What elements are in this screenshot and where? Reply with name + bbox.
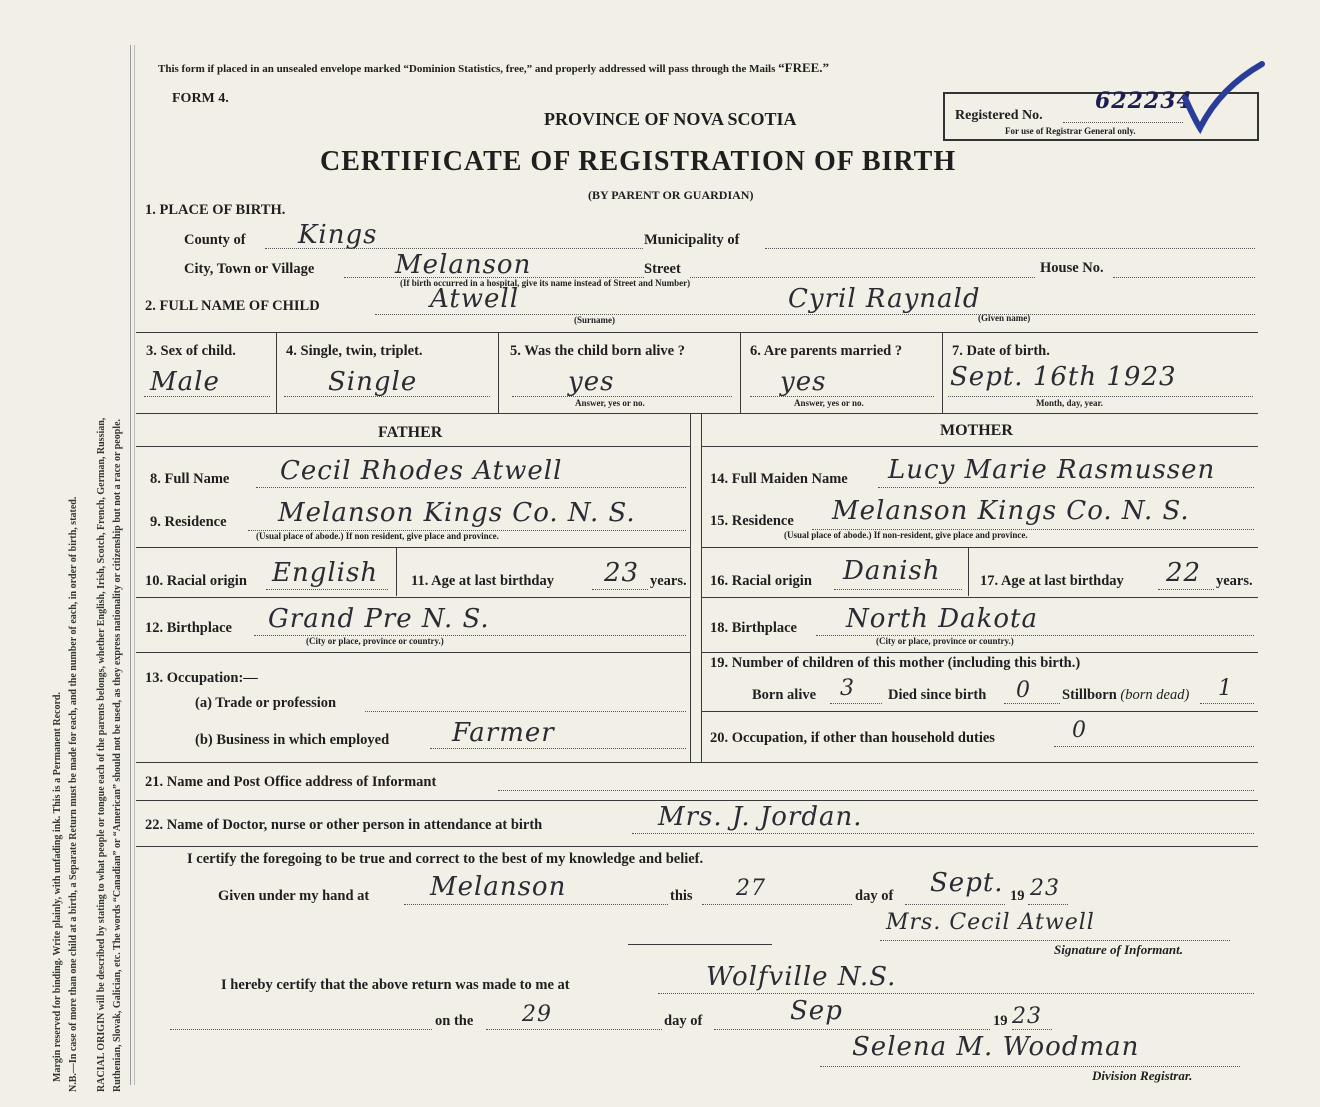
certify-statement: I certify the foregoing to be true and correct to the best of my knowledge and belief. bbox=[187, 851, 704, 867]
city-label: City, Town or Village bbox=[184, 261, 315, 277]
child-name-line bbox=[375, 314, 1255, 315]
mother-racial-divider bbox=[968, 548, 969, 596]
registrar-month-line bbox=[714, 1029, 990, 1030]
father-rule-1 bbox=[136, 547, 690, 548]
father-racial-divider bbox=[396, 548, 397, 596]
born-alive-label: Born alive bbox=[752, 687, 817, 703]
mother-racial-label: 16. Racial origin bbox=[710, 573, 812, 589]
divider-stub bbox=[628, 944, 772, 945]
dob-value: Sept. 16th 1923 bbox=[950, 362, 1177, 392]
registrar-place-line bbox=[658, 993, 1254, 994]
father-birthplace-label: 12. Birthplace bbox=[145, 620, 232, 636]
father-rule-3 bbox=[136, 652, 690, 653]
registered-label: Registered No. bbox=[955, 108, 1043, 123]
father-business-value: Farmer bbox=[452, 718, 555, 748]
mail-note-text: This form if placed in an unsealed envelope marked “Dominion Statistics, free,” and properly addressed will pass through the Mails bbox=[158, 63, 776, 75]
born-alive-value: 3 bbox=[840, 676, 855, 701]
city-value: Melanson bbox=[395, 250, 532, 280]
mother-racial-line bbox=[834, 589, 962, 590]
father-age-label: 11. Age at last birthday bbox=[411, 573, 554, 589]
parent-divider-right bbox=[701, 414, 702, 762]
father-trade-label: (a) Trade or profession bbox=[195, 695, 337, 711]
col-divider-2 bbox=[498, 333, 499, 413]
dob-caption: Month, day, year. bbox=[1036, 398, 1103, 408]
registrar-use-note: For use of Registrar General only. bbox=[1005, 126, 1136, 136]
rule-2 bbox=[136, 413, 1258, 414]
registrar-year-line bbox=[1012, 1029, 1052, 1030]
col-divider-3 bbox=[740, 333, 741, 413]
given-year-prefix: 19 bbox=[1010, 888, 1025, 904]
doctor-line bbox=[632, 833, 1254, 834]
given-caption: (Given name) bbox=[978, 313, 1031, 323]
father-business-line bbox=[430, 748, 686, 749]
mother-rule-2 bbox=[702, 597, 1258, 598]
plurality-line bbox=[284, 396, 490, 397]
given-day-of: day of bbox=[855, 888, 894, 904]
mother-birthplace-label: 18. Birthplace bbox=[710, 620, 797, 636]
alive-value: yes bbox=[568, 367, 615, 397]
stillborn-text: Stillborn bbox=[1062, 687, 1117, 703]
mother-name-value: Lucy Marie Rasmussen bbox=[888, 455, 1216, 485]
father-rule-2 bbox=[136, 597, 690, 598]
father-age-value: 23 bbox=[604, 558, 640, 588]
registrar-signature: Selena M. Woodman bbox=[852, 1032, 1140, 1062]
registrar-date-lead bbox=[170, 1029, 432, 1030]
province-heading: PROVINCE OF NOVA SCOTIA bbox=[544, 109, 797, 129]
plurality-label: 4. Single, twin, triplet. bbox=[286, 343, 423, 359]
father-heading: FATHER bbox=[378, 424, 443, 441]
mother-children-label: 19. Number of children of this mother (including this birth.) bbox=[710, 655, 1081, 671]
informant-signature-line bbox=[880, 940, 1230, 941]
given-year-value: 23 bbox=[1030, 876, 1060, 901]
mail-free: “FREE.” bbox=[778, 60, 830, 75]
margin-note-4: Ruthenian, Slovak, Galician, etc. The words “Canadian” or “American” should not be used, as they express nationality or citizenship but not a race or people. bbox=[112, 418, 123, 1092]
father-residence-caption: (Usual place of abode.) If non resident, give place and province. bbox=[256, 531, 499, 541]
mother-residence-value: Melanson Kings Co. N. S. bbox=[832, 496, 1190, 526]
died-line bbox=[1004, 703, 1060, 704]
died-label: Died since birth bbox=[888, 687, 987, 703]
col-divider-1 bbox=[276, 333, 277, 413]
father-residence-label: 9. Residence bbox=[150, 514, 227, 530]
alive-line bbox=[512, 396, 732, 397]
county-line bbox=[265, 248, 643, 249]
father-birthplace-caption: (City or place, province or country.) bbox=[306, 636, 444, 646]
stillborn-label bbox=[1062, 687, 1189, 704]
mother-years: years. bbox=[1216, 573, 1253, 589]
father-racial-value: English bbox=[272, 558, 379, 588]
father-occupation-label: 13. Occupation:— bbox=[145, 670, 258, 686]
certificate-subtitle: (BY PARENT OR GUARDIAN) bbox=[588, 188, 754, 202]
given-month-line bbox=[905, 904, 1005, 905]
father-residence-value: Melanson Kings Co. N. S. bbox=[278, 498, 636, 528]
informant-signature: Mrs. Cecil Atwell bbox=[886, 910, 1095, 935]
mother-name-line bbox=[878, 487, 1254, 488]
house-line bbox=[1113, 277, 1255, 278]
registrar-signature-line bbox=[820, 1066, 1240, 1067]
registrar-day-value: 29 bbox=[522, 1002, 552, 1027]
registrar-year-prefix: 19 bbox=[993, 1013, 1008, 1029]
mother-age-value: 22 bbox=[1166, 558, 1202, 588]
parent-divider-left bbox=[690, 414, 691, 762]
informant-label: 21. Name and Post Office address of Informant bbox=[145, 774, 437, 790]
binding-margin-line bbox=[130, 45, 131, 1085]
mail-note bbox=[158, 60, 829, 76]
married-line bbox=[750, 396, 934, 397]
father-name-label: 8. Full Name bbox=[150, 471, 230, 487]
given-place-value: Melanson bbox=[430, 872, 567, 902]
stillborn-note: (born dead) bbox=[1120, 687, 1190, 703]
father-name-value: Cecil Rhodes Atwell bbox=[280, 456, 563, 486]
mother-rule-1 bbox=[702, 547, 1258, 548]
certificate-title: CERTIFICATE OF REGISTRATION OF BIRTH bbox=[320, 146, 957, 177]
hospital-note: (If birth occurred in a hospital, give its name instead of Street and Number) bbox=[400, 278, 691, 288]
doctor-label: 22. Name of Doctor, nurse or other person in attendance at birth bbox=[145, 817, 543, 833]
father-age-line bbox=[592, 589, 648, 590]
given-month-value: Sept. bbox=[930, 868, 1004, 898]
rule-3 bbox=[136, 762, 1258, 763]
place-of-birth-label: 1. PLACE OF BIRTH. bbox=[145, 202, 286, 218]
father-heading-rule bbox=[136, 446, 690, 447]
child-name-label: 2. FULL NAME OF CHILD bbox=[145, 298, 320, 314]
sex-line bbox=[144, 396, 270, 397]
registrar-on-the: on the bbox=[435, 1013, 474, 1029]
mother-rule-4 bbox=[702, 711, 1258, 712]
registrar-day-line bbox=[486, 1029, 662, 1030]
informant-line bbox=[498, 790, 1254, 791]
county-label: County of bbox=[184, 232, 246, 248]
registered-number: 622234 bbox=[1095, 88, 1193, 114]
margin-note-3: RACIAL ORIGIN will be described by stating to what people or tongue each of the parents belongs, whether English, Irish, Scotch, French, German, Russian, bbox=[96, 417, 107, 1092]
sex-value: Male bbox=[150, 367, 220, 397]
registrar-day-of: day of bbox=[664, 1013, 703, 1029]
mother-heading: MOTHER bbox=[940, 422, 1013, 439]
mother-occupation-label: 20. Occupation, if other than household duties bbox=[710, 730, 995, 746]
father-racial-line bbox=[266, 589, 388, 590]
father-trade-line bbox=[365, 711, 686, 712]
father-racial-label: 10. Racial origin bbox=[145, 573, 247, 589]
registered-line bbox=[1063, 122, 1183, 123]
mother-name-label: 14. Full Maiden Name bbox=[710, 471, 848, 487]
street-line bbox=[690, 277, 1035, 278]
margin-note-1: Margin reserved for binding. Write plainly, with unfading ink. This is a Permanent Record. bbox=[52, 692, 63, 1082]
mother-age-line bbox=[1158, 589, 1214, 590]
registrar-statement: I hereby certify that the above return was made to me at bbox=[221, 977, 570, 993]
mother-rule-3 bbox=[702, 652, 1258, 653]
married-caption: Answer, yes or no. bbox=[794, 398, 864, 408]
mother-residence-label: 15. Residence bbox=[710, 513, 794, 529]
alive-label: 5. Was the child born alive ? bbox=[510, 343, 685, 359]
father-years: years. bbox=[650, 573, 687, 589]
given-day-line bbox=[702, 904, 852, 905]
dob-line bbox=[948, 396, 1253, 397]
doctor-value: Mrs. J. Jordan. bbox=[658, 802, 863, 832]
mother-birthplace-value: North Dakota bbox=[846, 604, 1038, 634]
municipality-line bbox=[765, 248, 1255, 249]
father-name-line bbox=[256, 487, 686, 488]
form-number: FORM 4. bbox=[172, 91, 229, 106]
mother-age-label: 17. Age at last birthday bbox=[980, 573, 1124, 589]
surname-caption: (Surname) bbox=[574, 315, 615, 325]
plurality-value: Single bbox=[328, 367, 418, 397]
mother-heading-rule bbox=[702, 446, 1258, 447]
given-year-line bbox=[1028, 904, 1068, 905]
married-value: yes bbox=[780, 367, 827, 397]
given-under-label: Given under my hand at bbox=[218, 888, 370, 904]
registrar-month-value: Sep bbox=[790, 996, 843, 1026]
dob-label: 7. Date of birth. bbox=[952, 343, 1050, 359]
born-alive-line bbox=[830, 703, 882, 704]
given-place-line bbox=[404, 904, 668, 905]
informant-signature-caption: Signature of Informant. bbox=[1054, 942, 1183, 957]
check-mark bbox=[1180, 58, 1270, 138]
mother-birthplace-caption: (City or place, province or country.) bbox=[876, 636, 1014, 646]
rule-5 bbox=[136, 846, 1258, 847]
mother-racial-value: Danish bbox=[843, 556, 941, 586]
given-this: this bbox=[670, 888, 693, 904]
registrar-year-value: 23 bbox=[1012, 1004, 1042, 1029]
margin-note-2: N.B.—In case of more than one child at a birth, a Separate Return must be made for each, and the number of each, in order of birth, stated. bbox=[68, 496, 79, 1092]
registrar-place-value: Wolfville N.S. bbox=[706, 962, 897, 992]
col-divider-4 bbox=[942, 333, 943, 413]
county-value: Kings bbox=[298, 220, 378, 250]
municipality-label: Municipality of bbox=[644, 232, 740, 248]
house-label: House No. bbox=[1040, 260, 1104, 276]
stillborn-line bbox=[1200, 703, 1254, 704]
stillborn-value: 1 bbox=[1218, 676, 1233, 701]
father-birthplace-value: Grand Pre N. S. bbox=[268, 604, 490, 634]
child-surname-value: Atwell bbox=[430, 284, 520, 314]
mother-occupation-value: 0 bbox=[1072, 718, 1087, 743]
sex-label: 3. Sex of child. bbox=[146, 343, 236, 359]
married-label: 6. Are parents married ? bbox=[750, 343, 903, 359]
child-given-value: Cyril Raynald bbox=[788, 284, 981, 314]
alive-caption: Answer, yes or no. bbox=[575, 398, 645, 408]
given-day-value: 27 bbox=[736, 876, 766, 901]
rule-4 bbox=[136, 800, 1258, 801]
rule-1 bbox=[136, 332, 1258, 333]
mother-occupation-line bbox=[1054, 746, 1254, 747]
street-label: Street bbox=[644, 261, 681, 277]
mother-residence-caption: (Usual place of abode.) If non-resident, give place and province. bbox=[784, 530, 1028, 540]
died-value: 0 bbox=[1016, 678, 1031, 703]
binding-margin-line-2 bbox=[134, 45, 135, 1085]
father-business-label: (b) Business in which employed bbox=[195, 732, 390, 748]
registrar-caption: Division Registrar. bbox=[1092, 1068, 1193, 1083]
